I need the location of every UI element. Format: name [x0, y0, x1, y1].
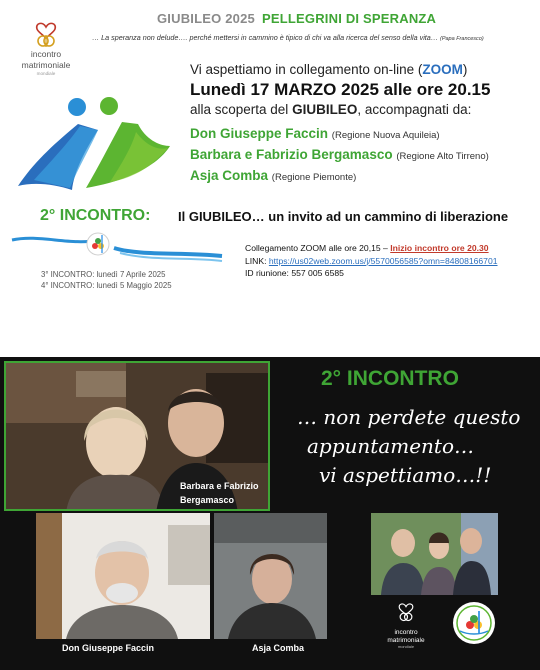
promo-panel	[0, 357, 540, 670]
panel-message: … non perdete questo appuntamento… vi aspettiamo…!!	[297, 405, 521, 487]
brand-line2: matrimoniale	[21, 60, 71, 70]
brand-line1: incontro	[30, 49, 62, 59]
brand-logo	[14, 18, 78, 76]
guest-item: Don Giuseppe Faccin (Regione Nuova Aquileia)	[190, 126, 440, 141]
zoom-label: ZOOM	[422, 62, 463, 77]
meeting-title: Il GIUBILEO… un invito ad un cammino di liberazione	[178, 209, 509, 224]
jubilee-title: GIUBILEO 2025	[157, 11, 255, 26]
next-meeting-4: 4° INCONTRO: lunedì 5 Maggio 2025	[41, 281, 172, 290]
panel-meeting-number: 2° INCONTRO	[321, 367, 459, 390]
guest-item: Barbara e Fabrizio Bergamasco (Regione Alto Tirreno)	[190, 147, 489, 162]
priest-photo-icon	[36, 513, 210, 639]
zoom-link[interactable]: https://us02web.zoom.us/j/5570056585?omn=84808166701	[268, 255, 498, 266]
caption-asja-comba: Asja Comba	[252, 643, 305, 653]
start-time: Inizio incontro ore 20.30	[390, 243, 489, 253]
photo-don-giuseppe	[36, 513, 210, 639]
photo-barbara-fabrizio	[4, 361, 270, 511]
meeting-number: 2° INCONTRO:	[40, 207, 151, 224]
heart-rings-icon	[31, 18, 61, 48]
photo-asja-comba	[214, 513, 327, 639]
quote-text: … La speranza non delude…. perché mettersi in cammino è tipico di chi va alla ricerca del senso della vita…	[92, 33, 438, 42]
group-photo-icon	[371, 513, 498, 595]
next-meeting-3: 3° INCONTRO: lunedì 7 Aprile 2025	[41, 270, 166, 279]
quote-author: (Papa Francesco)	[439, 36, 484, 42]
invite-line1: Vi aspettiamo in collegamento on-line (ZOOM)	[190, 62, 468, 77]
jubilee-seal-icon	[452, 601, 496, 645]
photo-group	[371, 513, 498, 595]
heart-rings-icon	[395, 599, 417, 623]
pilgrims-title: PELLEGRINI DI SPERANZA	[262, 11, 437, 26]
wave-decoration-icon	[10, 226, 230, 272]
zoom-link-line: LINK: https://us02web.zoom.us/j/5570056585?omn=84808166701	[245, 255, 498, 266]
event-date: Lunedì 17 MARZO 2025 alle ore 20.15	[190, 80, 491, 99]
invite-line3: alla scoperta del GIUBILEO, accompagnati da:	[190, 102, 472, 117]
caption-barbara-fabrizio: Barbara e Fabrizio Bergamasco	[180, 481, 259, 505]
zoom-info	[245, 242, 498, 280]
jubilee-figures-icon	[14, 92, 174, 202]
pope-quote	[92, 33, 532, 42]
zoom-time-line: Collegamento ZOOM alle ore 20,15 – Inizio incontro ore 20.30	[245, 243, 489, 253]
guest-item: Asja Comba (Regione Piemonte)	[190, 168, 357, 183]
brand-line3: mondiale	[36, 71, 56, 76]
asja-photo-icon	[214, 513, 327, 639]
meeting-id: ID riunione: 557 005 6585	[245, 268, 344, 278]
panel-brand-logo: incontro matrimoniale mondiale	[384, 599, 428, 649]
caption-don-giuseppe: Don Giuseppe Faccin	[62, 643, 155, 653]
